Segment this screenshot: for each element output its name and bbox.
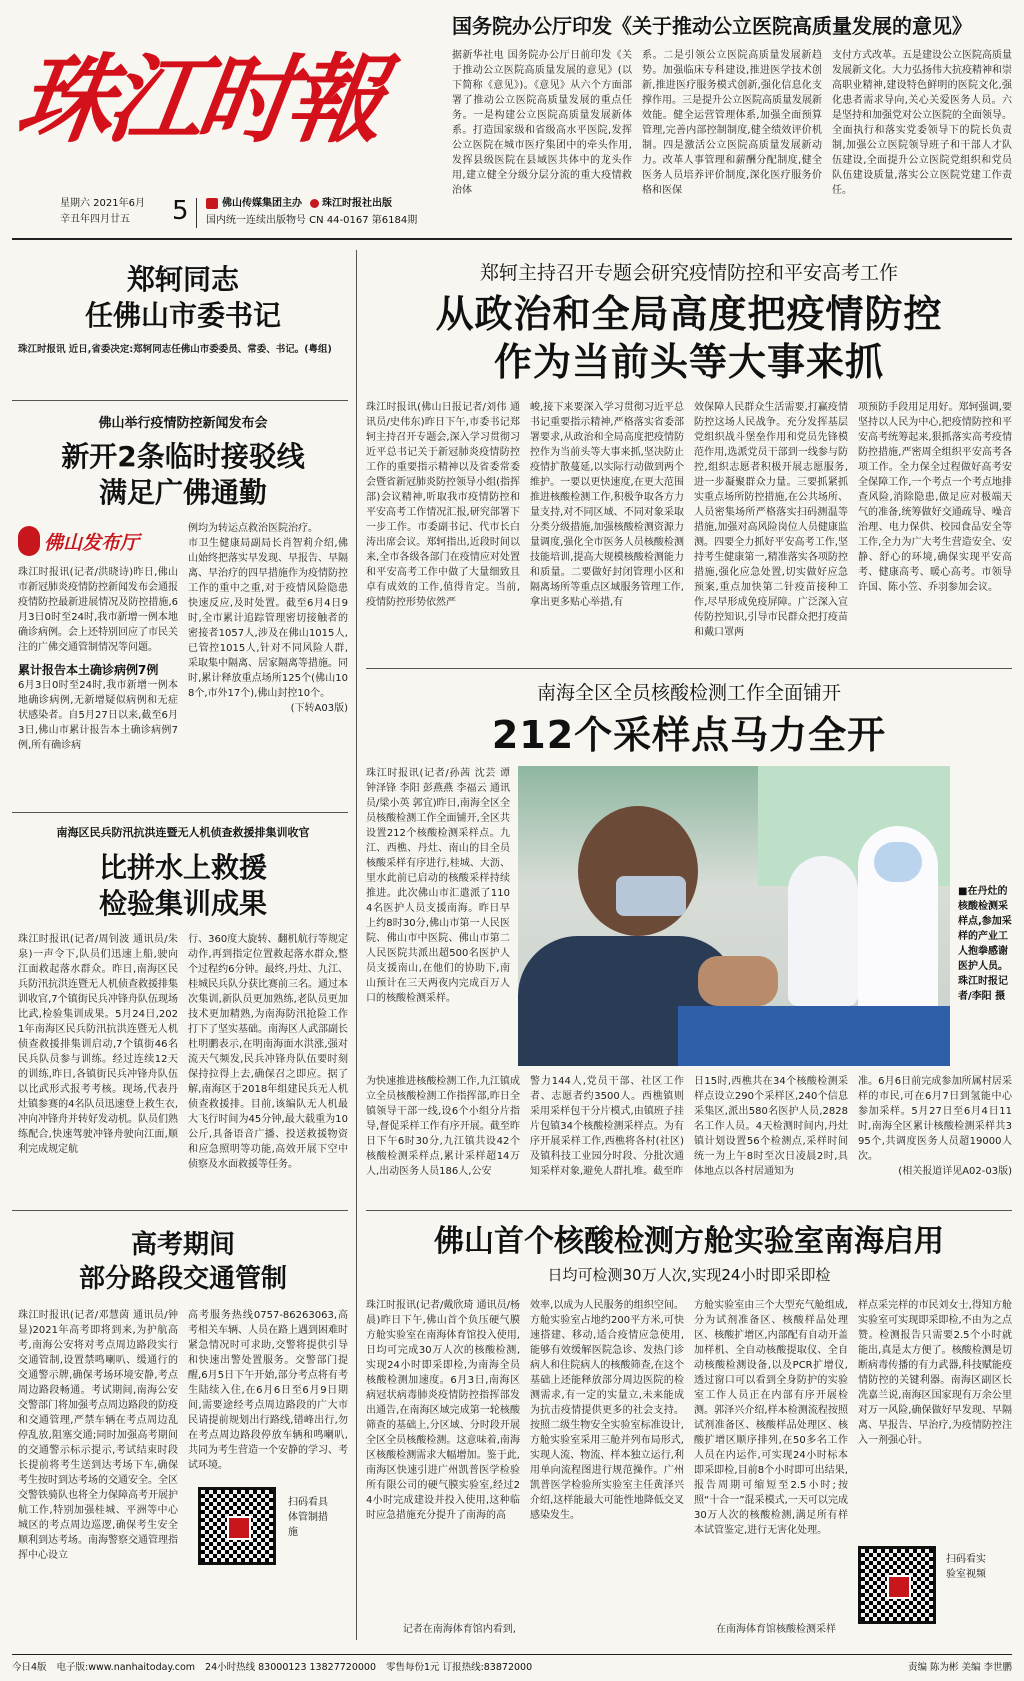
- lab-col: 珠江时报讯(记者/戴欣琦 通讯员/杨晨)昨日下午,佛山首个负压硬气膜方舱实验室在南海体育馆投入使用,日均可完成30万人次的核酸检测,实现24小时即采即检,为南海全员核酸检测加速度。6月3日,南海区病冠状病毒肺炎疫情防控指挥部发出通告,在南海区域完成第一轮核酸筛查的基础上,分区域、分时段开展全区全员核酸检测。这意味着,南海区核酸检测需求大幅增加。鉴于此,南海区快速引进广州凯普医学检验所有限公司的硬气膜实验室,经过24小时完成建设并投入使用,这种临时应急措施充分提升了南海的高: [366, 1300, 520, 1521]
- meeting-kicker: 郑轲主持召开专题会研究疫情防控和平安高考工作: [479, 262, 898, 284]
- sampling-photo: [518, 766, 950, 1066]
- footer-web-link[interactable]: 电子版:www.nanhaitoday.com: [56, 1662, 196, 1673]
- footer-editors: 责编 陈为彬 美编 李世鹏: [907, 1662, 1012, 1673]
- sampling-col: 警力144人,党员干部、社区工作者、志愿者约3500人。西樵镇则采用采样包干分片模式,由镇班子挂片包镇34个核酸检测采样点。为有序开展采样工作,西樵将各村(社区)及镇科技工业园分时段、分批次通知采样对象,避免人群扎堆。截至昨: [530, 1076, 684, 1177]
- top-story-col: 据新华社电 国务院办公厅日前印发《关于推动公立医院高质量发展的意见》(以下简称《意见》)。《意见》从六个方面部署了推动公立医院高质量发展的重点任务。一是构建公立医院高质量发展新体系。打造国家级和省级高水平医院,发挥公立医院在城市医疗集团中的牵头作用,发挥县级医院在县域医共体中的龙头作用,建立健全分级分层分流的重大疫情救治体: [452, 50, 632, 196]
- press-title-1: 新开2条临时接驳线: [61, 440, 305, 473]
- footer-price: 零售每份1元 订报热线:83872000: [386, 1662, 533, 1673]
- sampling-title: 212个采样点马力全开: [491, 713, 887, 757]
- traffic-qr-code[interactable]: [198, 1487, 276, 1565]
- militia-col2: 行、360度大旋转、翻机航行等规定动作,再到指定位置救起落水群众,整个过程约6分钟。最终,丹灶、九江、桂城民兵队分获比赛前三名。通过本次集训,新队员更加熟练,老队员更加技术更加精熟,为南海防汛抢险工作打下了坚实基础。南海区人武部副长杜明鹏表示,在明南海面水洪涨,强对流天气频发,民兵冲锋舟队伍要时刻保持拉得上去,确保召之即应。据了解,南海区于2018年组建民兵无人机侦查救援排。目前,该编队无人机最大飞行时间为45分钟,最大载重为10公斤,具备语音广播、投送救援物资和应急照明等功能,高效开展下空中侦察及水面救援等任务。: [188, 934, 348, 1170]
- militia-title-1: 比拼水上救援: [98, 851, 267, 884]
- story-traffic: [18, 1228, 348, 1644]
- footer-hotline: 24小时热线 83000123 13827720000: [205, 1662, 376, 1673]
- militia-col1: 珠江时报讯(记者/周钊波 通讯员/朱泉)一声令下,队员们迅速上船,驶向江面救起落水群众。昨日,南海区民兵防汛抗洪连暨无人机侦查救援排集训收官,7个镇街民兵冲锋舟队伍现场比武,检验集训成果。5月24日,2021年南海区民兵防汛抗洪连暨无人机侦查救援排集训启动,7个镇街46名民兵队员参与训练。经过连续12天的训练,昨日,各镇街民兵冲锋舟队伍以比武形式报考考核。现场,代表丹灶镇参赛的4名队员迅速登上救生衣,冲向冲锋舟并转好发动机。队员们熟练配合,快速驾驶冲锋舟驶向江面,顺利完成规定航: [18, 934, 178, 1155]
- footer-pages: 今日4版: [12, 1662, 47, 1673]
- lab-qr-caption: 扫码看实验室视频: [946, 1554, 986, 1580]
- lab-title: 佛山首个核酸检测方舱实验室南海启用: [434, 1224, 944, 1259]
- photo-worker-head: [578, 806, 698, 936]
- lab-col: 效率,以成为人民服务的组织空间。方舱实验室占地约200平方米,可快速搭建、移动,适合疫情应急使用,能够有效缓解医院急诊、发热门诊病人和住院病人的核酸筛查,在这个基础上还能释放部分周边医院的检测需求,有一定的实量立,未来能成为抗击疫情提供更多的社会支持。按照二级生物安全实验室标准设计,方舱实验室采用三舱并列布局形式,实现人流、物流、样本独立运行,利用单向流程图进行规范操作。广州凯普医学检验所实验室主任黄泽兴介绍,这样能最大可能性地降低交叉感染发生。: [530, 1300, 684, 1521]
- story-press-conference: [18, 412, 348, 812]
- meeting-title-2: 作为当前头等大事来抓: [493, 340, 884, 384]
- press-col1-b: 6月3日0时至24时,我市新增一例本地确诊病例,无新增疑似病例和无症状感染者。自5月27日以来,截至6月3日,佛山市累计报告本土确诊病例7例,所有确诊病: [18, 680, 178, 751]
- photo-table: [678, 1006, 950, 1066]
- appointment-body: 珠江时报讯 近日,省委决定:郑轲同志任佛山市委委员、常委、书记。(粤组): [18, 344, 332, 355]
- lab-col-end: 在南海体育馆核酸检测采样: [716, 1624, 836, 1635]
- appointment-title-2: 任佛山市委书记: [84, 299, 281, 332]
- top-story-col: 系。二是引领公立医院高质量发展新趋势。加强临床专科建设,推进医学技术创新,推进医疗服务模式创新,强化信息化支撑作用。三是提升公立医院高质量发展新效能。健全运营管理体系,加强全面预算管理,完善内部控制制度,健全绩效评价机制。四是激活公立医院高质量发展新动力。改革人事管理和薪酬分配制度,健全医务人员培养评价制度,深化医疗服务价格和医保: [642, 50, 822, 196]
- microphone-icon: [18, 526, 40, 556]
- foshan-release-logo: [18, 521, 178, 561]
- story-militia: [18, 824, 348, 1200]
- story-epidemic-meeting: [366, 260, 1012, 664]
- publisher2-name: 珠江时报社出版: [322, 198, 392, 209]
- publisher-logo-icon: [206, 198, 218, 209]
- meeting-title-1: 从政治和全局高度把疫情防控: [435, 292, 943, 336]
- top-story-title: 国务院办公厅印发《关于推动公立医院高质量发展的意见》: [452, 14, 972, 38]
- photo-worker-mask: [616, 876, 686, 916]
- press-title-2: 满足广佛通勤: [98, 476, 267, 509]
- lab-col: 方舱实验室由三个大型充气舱组成,分为试剂准备区、核酸样品处理区、核酸扩增区,内部配有自动开盖加样机、全自动核酸提取仪、全自动核酸检测设备,以及PCR扩增仪,透过窗口可以看到全身防护的实验室工作人员正在内部有序开展检测。郭泽兴介绍,样本检测流程按照试剂准备区、核酸样品处理区、核酸扩增区顺序排列,在50多名工作人员在内运作,可实现24小时标本即采即检,目前8个小时即可出结果,报告周期可缩短至2.5小时;按照“十合一”混采模式,一天可以完成30万人次的核酸检测,满足所有样本试管鉴定,进行无害化处理。: [694, 1300, 848, 1536]
- lab-col: 样点采完样的市民刘女士,得知方舱实验室可实现即采即检,不由为之点赞。检测报告只需要2.5个小时就能出,真是太方便了。核酸检测是切断病毒传播的有力武器,科技赋能疫情防控的关键利器。南海区副区长冼嘉兰说,南海区国家现有万余公里对万一风险,确保做好早发现、早隔离、早报告、早治疗,为疫情防控注入一剂强心针。: [858, 1300, 1012, 1446]
- lab-subtitle: 日均可检测30万人次,实现24小时即采即检: [547, 1266, 831, 1284]
- lab-qr-code[interactable]: [858, 1546, 936, 1624]
- photo-nurse-visor: [874, 842, 922, 882]
- photo-caption: ■在丹灶的核酸检测采样点,参加采样的产业工人抱拳感谢医护人员。珠江时报记者/李阳 摄: [958, 886, 1012, 1002]
- traffic-col1: 珠江时报讯(记者/邓慧茵 通讯员/钟显)2021年高考即将到来,为护航高考,南海公安将对考点周边路段实行交通管制,设置禁鸣喇叭、缓通行的交通警示牌,确保考场环境安静,考点周边路段畅通。考试期间,南海公安交警部门将加强考点周边路段的防疫和交通管理,严禁车辆在考点周边乱停乱放,阻塞交通;同时加强高考期间的交通警示标示提示,考试结束时段长提前将考生送到达考场下车,确保考生按时到达考场的交通安全。全区交警铁骑队也将全力保障高考开展护航工作,特别加强桂城、平洲等中心城区的考点周边巡逻,确保考生安全顺利到达考场。南海警察交通管理指挥中心设立: [18, 1310, 178, 1561]
- sampling-col: 日15时,西樵共在34个核酸检测采样点设立290个采样区,240个信息采集区,派出580名医护人员,2828名工作人员。4天检测时间内,丹灶镇计划设置56个检测点,采样时间统一为上午8时至次日凌晨2时,具体地点以各村居通知为: [694, 1076, 848, 1177]
- sampling-col: 为快速推进核酸检测工作,九江镇成立全员核酸检测工作指挥部,昨日全镇领导干部一线,设6个小组分片指导,督促采样工作有序开展。截至昨日下午6时30分,九江镇共设42个核酸检测采样点,累计采样超14万人,出动医务人员186人,公安: [366, 1076, 520, 1177]
- masthead-info: [60, 196, 440, 232]
- meeting-col: 珠江时报讯(佛山日报记者/刘伟 通讯员/史伟东)昨日下午,市委书记郑轲主持召开专题会,深入学习贯彻习近平总书记关于新冠肺炎疫情防控工作的重要指示精神以及省委常委会暨省新冠肺炎防控领导小组(指挥部)会议精神,听取我市疫情防控和平安高考工作情况汇报,研究部署下一步工作。市委副书记、代市长白涛出席会议。郑轲指出,近段时间以来,全市各级各部门在疫情应对处置和平安高考工作中做了大量细致且卓有成效的工作,值得肯定。当前,疫情防控形势依然严: [366, 402, 520, 608]
- traffic-col2: 高考服务热线0757-86263063,高考相关车辆、人员在路上遇到困难时紧急情况时可求助,交警将提供引导和快速出警处置服务。交警部门提醒,6月5日下午开始,部分考点将有考生陆续入住,在6月6日至6月9日期间,需要途经考点周边路段的广大市民请提前规划出行路线,错峰出行,勿在考点周边路段停放车辆和鸣喇叭,共同为考生营造一个安静的学习、考试环境。: [188, 1310, 348, 1471]
- release-logo-label: 佛山发布厅: [44, 531, 140, 554]
- press-kicker: 佛山举行疫情防控新闻发布会: [98, 416, 268, 431]
- meeting-col: 峻,接下来要深入学习贯彻习近平总书记重要指示精神,严格落实省委部署要求,从政治和全局高度把疫情防控作为当前头等大事来抓,坚决防止疫情扩散蔓延,以实际行动做到两个维护。一要以更快速度,在更大范围推进核酸检测工作,积极争取各方力量支持,对不同区域、不同对象采取分类分级措施,加强核酸检测资源力量调度,强化全市医务人员核酸检测技能培训,提高大规模核酸检测能力和质量。二要做好封闭管理小区和隔离场所等重点区域服务管理工作,拿出更多贴心举措,有: [530, 402, 684, 608]
- cn-code: 国内统一连续出版物号 CN 44-0167 第6184期: [206, 215, 418, 226]
- top-story-col: 支付方式改革。五是建设公立医院高质量发展新文化。大力弘扬伟大抗疫精神和崇高职业精神,建设特色鲜明的医院文化,强化患者需求导向,关心关爱医务人员。六是坚持和加强党对公立医院的全面领导。全面执行和落实党委领导下的院长负责制,加强公立医院领导班子和干部人才队伍建设,全面提升公立医院党组织和党员队伍建设质量,落实公立医院党建工作责任。: [832, 50, 1012, 196]
- newspaper-logo: 珠江时報: [10, 43, 387, 156]
- press-col2: 市卫生健康局副局长肖智莉介绍,佛山始终把落实早发现、早报告、早隔离、早治疗的四早措施作为疫情防控工作的重中之重,对于疫情风险隐患快速反应,及时处置。截至6月4日9时,全市累计追踪管理密切接触者的密接者1057人,涉及在佛山1015人,已管控1015人,针对不同风险人群,采取集中隔离、居家隔离等措施。同时,累计释放重点场所125个(佛山108个,市外17个),佛山封控10个。: [188, 538, 348, 699]
- publisher2-icon: [310, 199, 319, 208]
- traffic-qr-caption: 扫码看具体管制措施: [288, 1497, 328, 1538]
- issue-day: 5: [172, 196, 189, 226]
- sampling-lead: 珠江时报讯(记者/孙茜 沈芸 谭 钟泽锋 李阳 彭燕燕 李福云 通讯员/梁小英 郭宜)昨日,南海全区全员核酸检测工作全面铺开,全区共设置212个核酸检测采样点。九江、西樵、丹灶、南山的目全员核酸采样有序进行,桂城、大沥、里水此前已启动的核酸采样持续推进。此次佛山市汇遣派了1104名医护人员支援南海。昨日早上约8时30分,佛山市第一人民医院、佛山市中医院、佛山市第二人民医院共派出超500名医护人员支援南山,在他们的协助下,南山预计在三天两夜内完成百万人口的核酸检测采样。: [366, 768, 510, 1004]
- sampling-col: 准。6月6日前完成参加所属村居采样的市民,可在6月7日到氢能中心参加采样。5月27日至6月4日11时,南海全区累计核酸检测采样共395个,共调度医务人员超19000人次。: [858, 1076, 1012, 1162]
- traffic-title-2: 部分路段交通管制: [78, 1264, 287, 1294]
- story-lab: [366, 1222, 1012, 1644]
- story-sampling: [366, 680, 1012, 1205]
- press-continued: (下转A03版): [290, 703, 348, 714]
- photo-nurse-1: [788, 856, 858, 1006]
- militia-kicker: 南海区民兵防汛抗洪连暨无人机侦查救援排集训收官: [56, 826, 310, 839]
- lab-col-end: 记者在南海体育馆内看到,: [402, 1624, 516, 1635]
- story-appointment: [18, 262, 348, 357]
- lunar-date: 辛丑年四月廿五: [60, 214, 130, 225]
- press-col2-top: 例均为转运点救治医院治疗。: [188, 523, 318, 534]
- traffic-title-1: 高考期间: [130, 1230, 235, 1260]
- press-subhead: 累计报告本土确诊病例7例: [18, 663, 159, 677]
- press-col1: 珠江时报讯(记者/洪晓诗)昨日,佛山市新冠肺炎疫情防控新闻发布会通报疫情防控最新进展情况及防控措施,6月3日0时至24时,我市新增一例本地确诊病例。会上还特别回应了市民关注的广佛交通管制情况等问题。: [18, 567, 178, 653]
- page-footer: [12, 1660, 1012, 1676]
- militia-title-2: 检验集训成果: [98, 887, 267, 920]
- meeting-col: 项预防手段用足用好。郑轲强调,要坚持以人民为中心,把疫情防控和平安高考统筹起来,狠抓落实高考疫情防控措施,严密周全组织平安高考各项工作。全力保全过程做好高考安全保障工作,一个考点一个考点地排查风险,消除隐患,做足应对极端天气的准备,统筹做好交通疏导、噪音治理、电力保供、校园食品安全等工作,全力为广大考生营造安全、安静、舒心的环境,确保实现平安高考、健康高考、暖心高考。市领导许国、陈小笠、乔羽参加会议。: [858, 402, 1012, 593]
- photo-worker-hands: [698, 956, 778, 1006]
- publisher-name: 佛山传媒集团主办: [222, 198, 302, 209]
- appointment-title-1: 郑轲同志: [126, 263, 239, 296]
- top-story: [452, 12, 1012, 224]
- masthead-logo: [10, 40, 438, 160]
- sampling-kicker: 南海全区全员核酸检测工作全面铺开: [536, 682, 841, 704]
- sampling-related: (相关报道详见A02-03版): [898, 1166, 1012, 1177]
- issue-date: 星期六 2021年6月: [60, 198, 145, 209]
- meeting-col: 效保障人民群众生活需要,打赢疫情防控这场人民战争。充分发挥基层党组织战斗堡垒作用和党员先锋模范作用,选派党员干部到一线参与防控,组织志愿者积极开展志愿服务,进一步凝聚群众力量。三要抓紧抓实重点场所防控措施,在公共场所、人员密集场所严格落实扫码测温等措施,加强对高风险岗位人员健康监测。四要全力抓好平安高考工作,坚持考生健康第一,精准落实各项防控措施,强化应急处置,切实做好应急预案,重点加快第二针疫苗接种工作,尽早形成免疫屏障。广泛深入宣传防控知识,引导市民群众把打疫苗和戴口罩两: [694, 402, 848, 638]
